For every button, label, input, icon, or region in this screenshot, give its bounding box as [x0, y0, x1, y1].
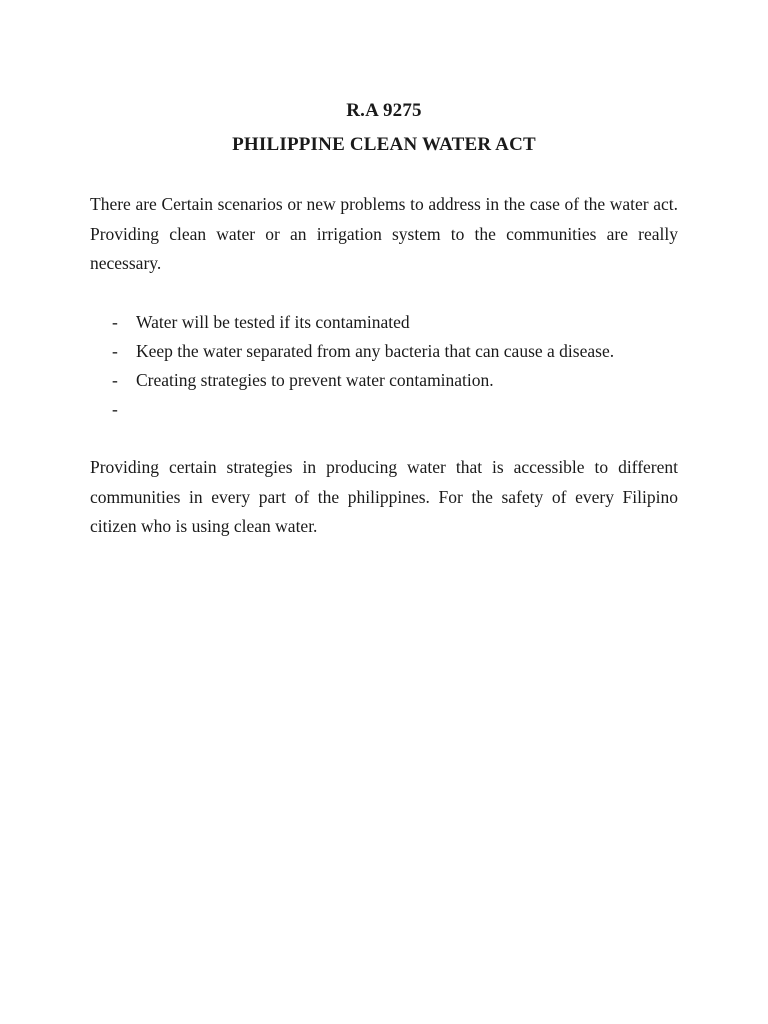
list-item-text: Water will be tested if its contaminated — [136, 312, 410, 332]
bullet-dash: - — [112, 370, 118, 390]
bullet-dash: - — [112, 399, 118, 419]
document-number: R.A 9275 — [346, 100, 422, 121]
title-block — [0, 94, 768, 162]
list-item — [112, 366, 672, 395]
bullet-dash: - — [112, 312, 118, 332]
list-item — [112, 337, 672, 366]
closing-paragraph: Providing certain strategies in producing water that is accessible to different communities in every part of the philippines. For the safety of every Filipino citizen who is using clean water. — [90, 457, 678, 536]
list-item-text: Creating strategies to prevent water contamination. — [136, 370, 494, 390]
list-item — [112, 395, 672, 424]
bullet-dash: - — [112, 341, 118, 361]
list-item — [112, 308, 672, 337]
document-title: PHILIPPINE CLEAN WATER ACT — [232, 134, 536, 155]
bullet-list — [112, 308, 672, 424]
list-item-text: Keep the water separated from any bacteria that can cause a disease. — [136, 341, 615, 361]
intro-paragraph: There are Certain scenarios or new problems to address in the case of the water act. Providing clean water or an irrigation system to the communities are really necessary. — [90, 194, 678, 273]
